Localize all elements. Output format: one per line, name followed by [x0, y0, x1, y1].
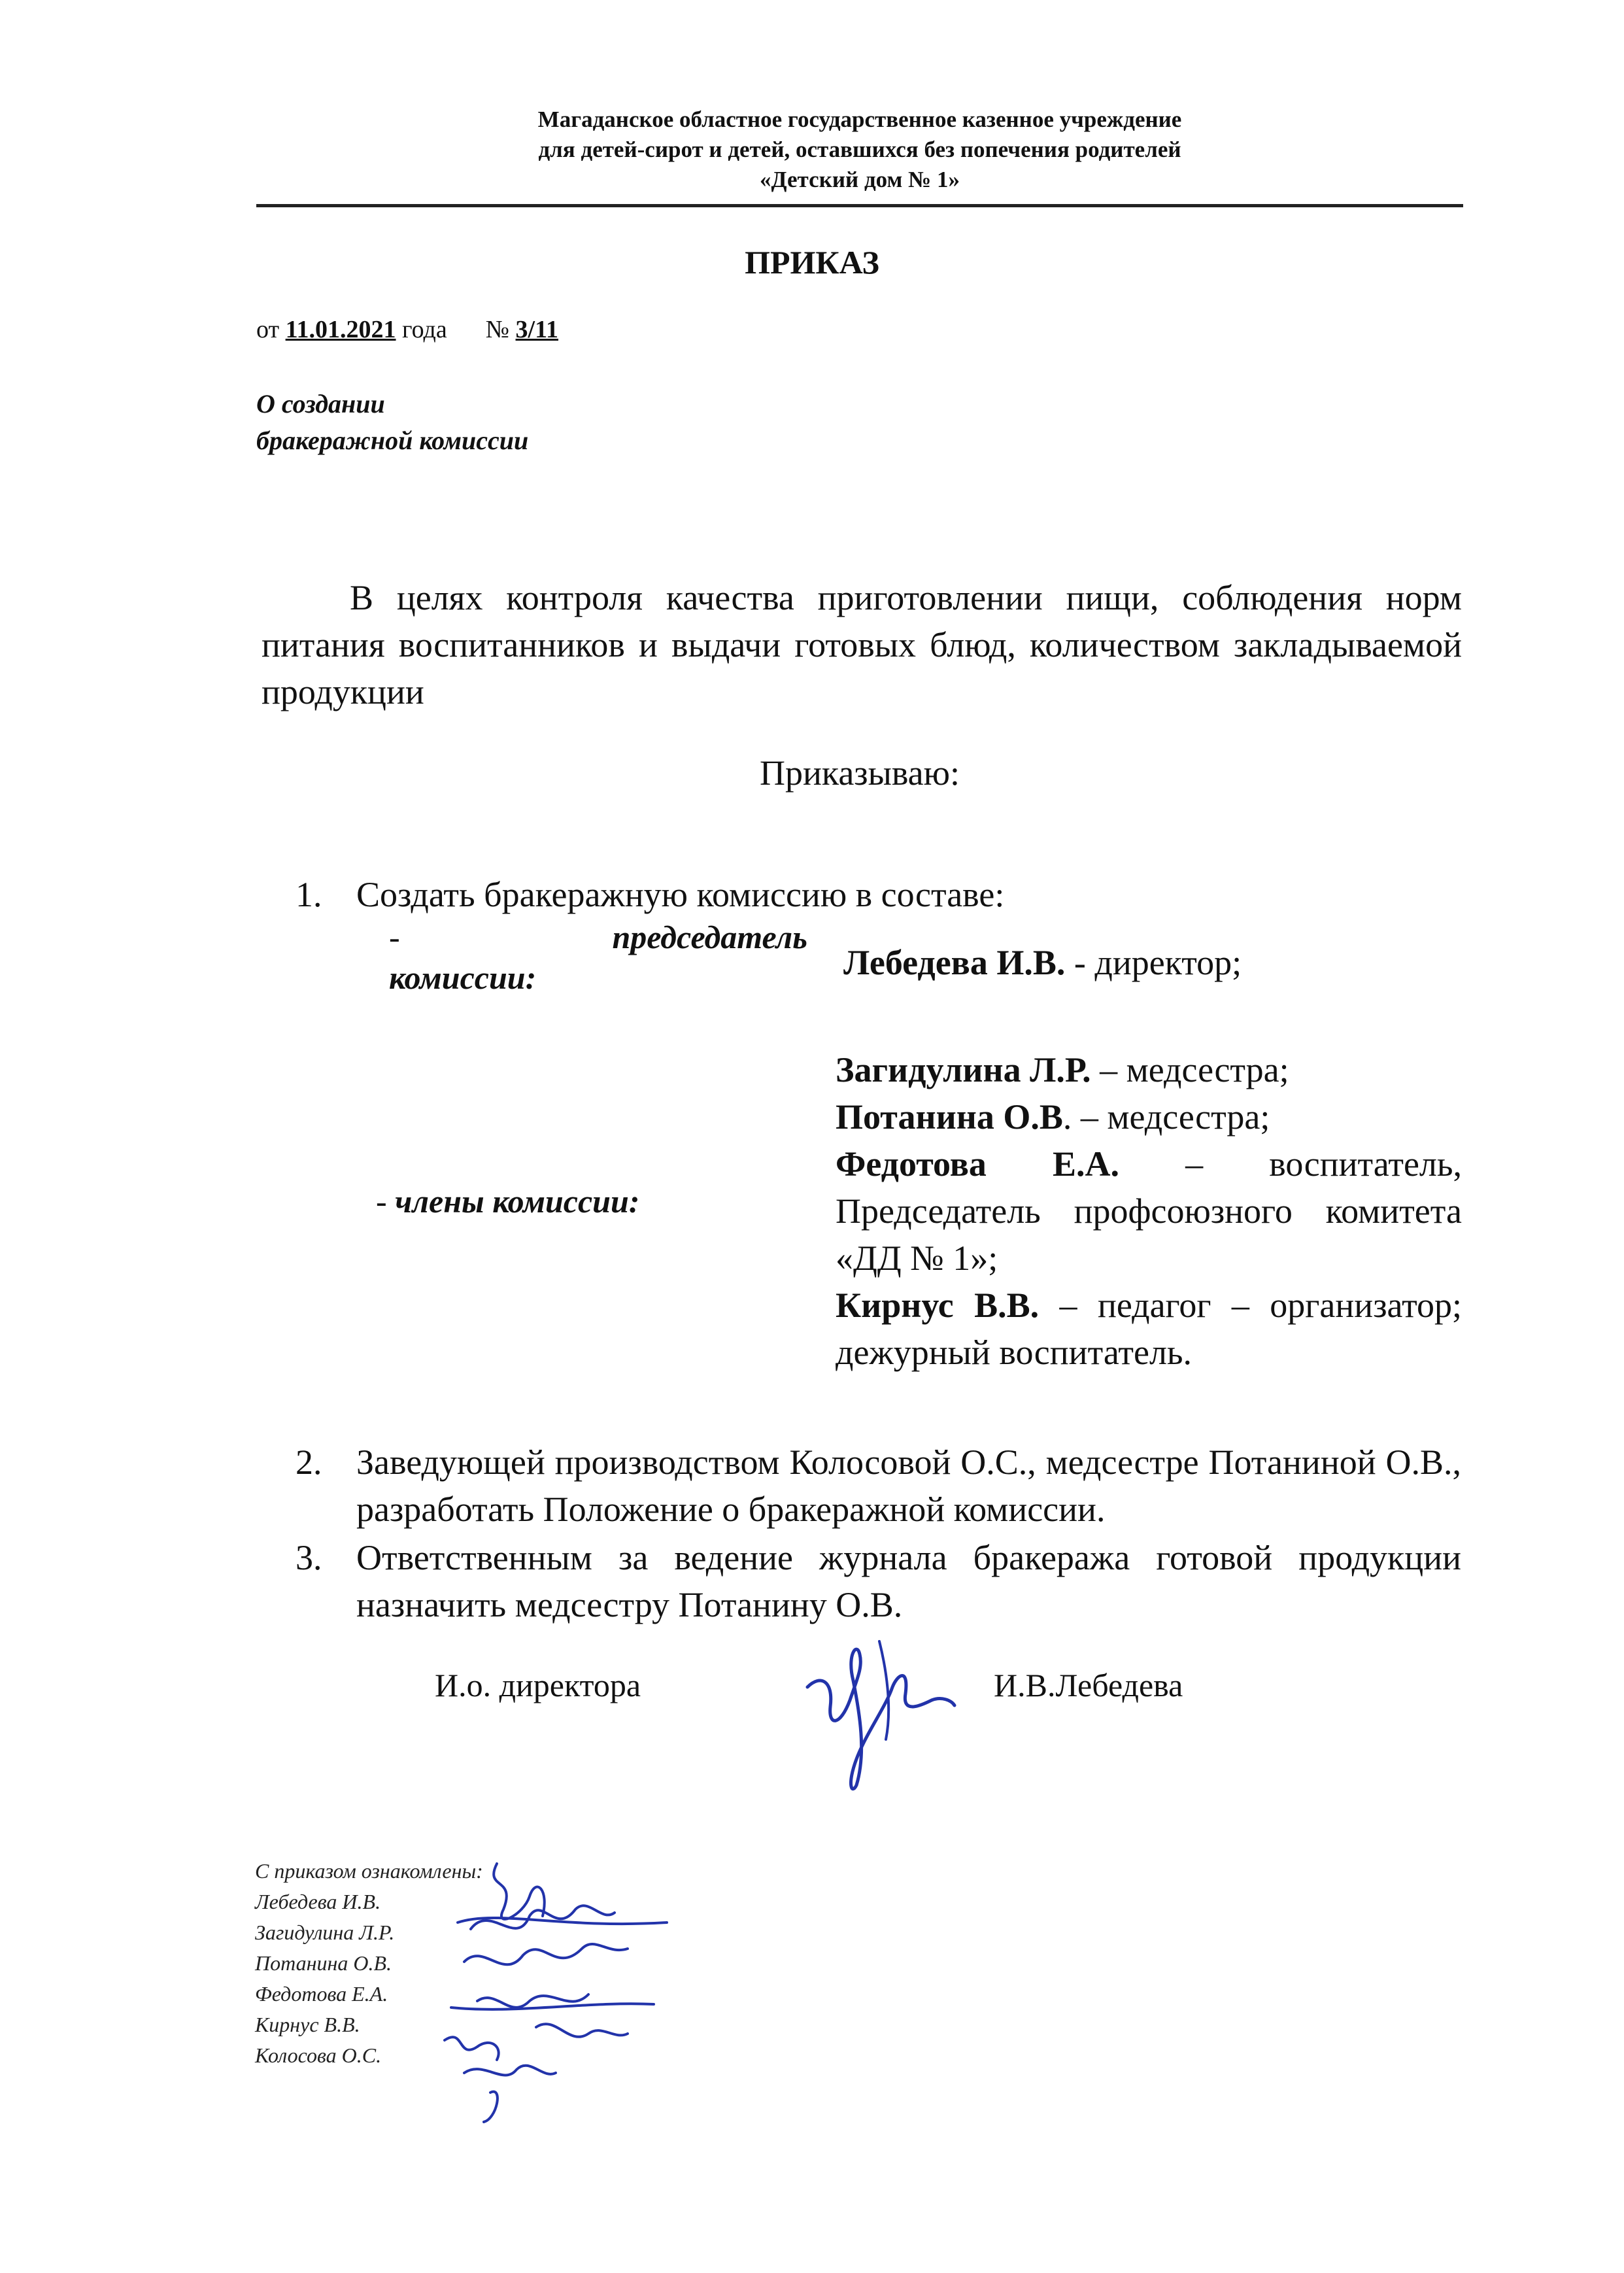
members-label — [376, 1182, 639, 1220]
ack-name: Колосова О.С. — [255, 2043, 382, 2067]
number-prefix: № — [485, 316, 516, 343]
order-word: Приказываю: — [760, 753, 960, 793]
member-2-name: Потанина О.В — [836, 1097, 1063, 1136]
member-2 — [836, 1093, 1462, 1140]
members-list — [836, 1046, 1462, 1376]
chair-label — [389, 917, 807, 998]
member-4-name: Кирнус В.В. — [836, 1286, 1040, 1325]
chair-label-b: комиссии: — [389, 959, 537, 996]
chair-dash: - — [389, 919, 400, 955]
member-3-name: Федотова Е.А. — [836, 1144, 1120, 1184]
preamble-paragraph: В целях контроля качества приготовлении пищи, соблюдения норм питания воспитанников и выдачи готовых блюд, количеством закладываемой продукции — [262, 578, 1462, 711]
chair-label-a: председатель — [612, 919, 807, 955]
member-3 — [836, 1140, 1462, 1282]
order-date: 11.01.2021 — [285, 316, 396, 343]
member-2-role: . – медсестра; — [1062, 1097, 1270, 1136]
member-1-name: Загидулина Л.Р. — [836, 1050, 1091, 1089]
item-2-text: Заведующей производством Колосовой О.С., медсестре Потаниной О.В., разработать Положение о бракеражной комиссии. — [356, 1443, 1461, 1529]
order-date-line — [256, 315, 558, 344]
member-1-role: – медсестра; — [1091, 1050, 1289, 1089]
subject-line-2: бракеражной комиссии — [256, 426, 529, 455]
date-suffix: года — [396, 316, 447, 343]
ack-name: Федотова Е.А. — [255, 1982, 388, 2006]
letterhead-line-1: Магаданское областное государственное казенное учреждение — [537, 107, 1182, 132]
signatory-position: И.о. директора — [435, 1667, 641, 1703]
ack-name: Загидулина Л.Р. — [255, 1921, 395, 1944]
acknowledgement-signatures — [418, 1851, 680, 2125]
member-3-role: – воспитатель, Председатель профсоюзного комитета «ДД № 1»; — [836, 1144, 1462, 1278]
letterhead-line-3: «Детский дом № 1» — [760, 167, 960, 192]
letterhead-rule — [256, 204, 1463, 207]
chair-name: Лебедева И.В. — [843, 943, 1066, 982]
member-4-role: – педагог – организатор; дежурный воспитатель. — [836, 1286, 1462, 1372]
order-number: 3/11 — [515, 316, 558, 343]
ack-name: Кирнус В.В. — [255, 2013, 360, 2036]
chair-role: - директор; — [1065, 943, 1242, 982]
item-1-text: Создать бракеражную комиссию в составе: — [356, 875, 1005, 914]
members-label-text: члены комиссии: — [395, 1183, 640, 1220]
member-1 — [836, 1046, 1462, 1093]
document-title: ПРИКАЗ — [745, 244, 879, 281]
item-3-text: Ответственным за ведение журнала бракеража готовой продукции назначить медсестру Потанину О.В. — [356, 1538, 1461, 1624]
member-4 — [836, 1282, 1462, 1376]
subject-line-1: О создании — [256, 389, 385, 419]
order-subject — [256, 386, 528, 459]
ack-heading: С приказом ознакомлены: — [255, 1859, 483, 1883]
signatory-name: И.В.Лебедева — [994, 1667, 1183, 1703]
ack-name: Лебедева И.В. — [255, 1890, 381, 1913]
chair-entry — [843, 939, 1242, 986]
letterhead-line-2: для детей-сирот и детей, оставшихся без попечения родителей — [538, 137, 1181, 162]
director-signature — [794, 1628, 958, 1798]
item-3-number: 3. — [296, 1538, 322, 1577]
members-dash: - — [376, 1183, 396, 1220]
item-1-number: 1. — [296, 875, 322, 914]
date-prefix: от — [256, 316, 286, 343]
ack-name: Потанина О.В. — [255, 1951, 392, 1975]
item-2-number: 2. — [296, 1443, 322, 1482]
